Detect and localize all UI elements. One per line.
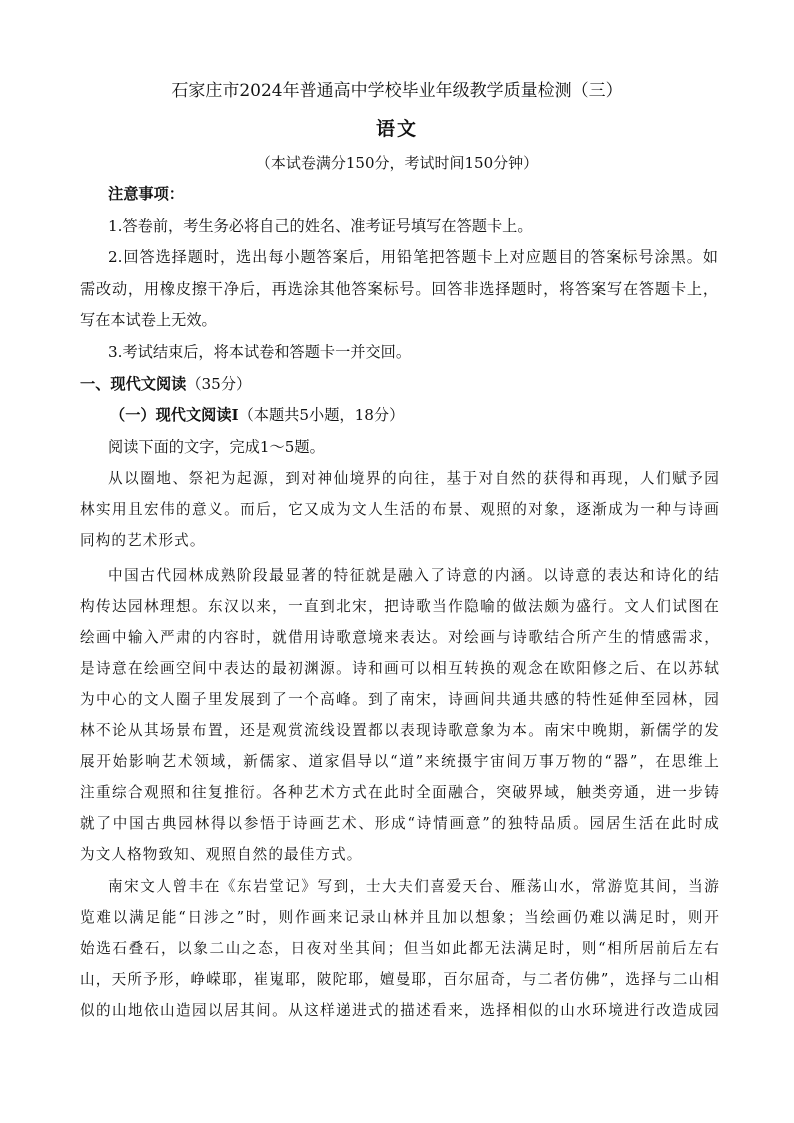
- passage-p2-line-8: 注重综合观照和往复推衍。各种艺术方式在此时全面融合，突破界域，触类旁通，进一步铸: [80, 784, 720, 801]
- notice-heading: 注意事项：: [108, 185, 184, 203]
- section-1-name: 一、现代文阅读: [80, 375, 187, 393]
- passage-p2-line-5: 为中心的文人圈子里发展到了一个高峰。到了南宋，诗画间共通共感的特性延伸至园林，园: [80, 691, 720, 708]
- passage-p1-line-2: 林实用且宏伟的意义。而后，它又成为文人生活的布景、观照的对象，逐渐成为一种与诗画: [80, 501, 720, 518]
- notice-item-2-line-1: 2.回答选择题时，选出每小题答案后，用铅笔把答题卡上对应题目的答案标号涂黑。如: [108, 248, 718, 266]
- notice-item-2-line-2: 需改动，用橡皮擦干净后，再选涂其他答案标号。回答非选择题时，将答案写在答题卡上，: [80, 280, 718, 298]
- passage-p3-line-4: 山，天所予形，峥嵘耶，崔嵬耶，陂陀耶，嬗曼耶，百尔屈奇，与二者仿佛”，选择与二山相: [80, 971, 720, 988]
- section-1-title: [80, 374, 720, 394]
- part-1-info: （本题共5小题，18分）: [238, 406, 405, 424]
- section-1-score: （35分）: [186, 375, 252, 393]
- passage-p3-line-1: 南宋文人曾丰在《东岩堂记》写到，士大夫们喜爱天台、雁荡山水，常游览其间，当游: [108, 878, 720, 895]
- passage-p3-line-5: 似的山地依山造园以居其间。从这样递进式的描述看来，选择相似的山水环境进行改造成园: [80, 1002, 720, 1019]
- exam-title: 石家庄市2024年普通高中学校毕业年级教学质量检测（三）: [171, 81, 623, 101]
- subject-title: 语文: [375, 118, 418, 140]
- notice-item-3: 3.考试结束后，将本试卷和答题卡一并交回。: [108, 343, 412, 361]
- passage-p2-line-9: 就了中国古典园林得以参悟于诗画艺术、形成“诗情画意”的独特品质。园居生活在此时成: [80, 815, 720, 832]
- notice-item-1: 1.答卷前，考生务必将自己的姓名、准考证号填写在答题卡上。: [108, 217, 533, 235]
- passage-p2-line-3: 绘画中输入严肃的内容时，就借用诗歌意境来表达。对绘画与诗歌结合所产生的情感需求，: [80, 629, 720, 646]
- exam-info: （本试卷满分150分，考试时间150分钟）: [255, 154, 539, 172]
- passage-p2-line-10: 为文人格物致知、观照自然的最佳方式。: [80, 846, 363, 863]
- passage-p2-line-4: 是诗意在绘画空间中表达的最初渊源。诗和画可以相互转换的观念在欧阳修之后、在以苏轼: [80, 660, 720, 677]
- passage-p2-line-6: 林不论从其场景布置，还是观赏流线设置都以表现诗歌意象为本。南宋中晚期，新儒学的发: [80, 722, 720, 739]
- passage-p2-line-1: 中国古代园林成熟阶段最显著的特征就是融入了诗意的内涵。以诗意的表达和诗化的结: [108, 567, 720, 584]
- part-1-name: （一）现代文阅读Ⅰ: [110, 406, 239, 424]
- passage-p1-line-1: 从以圈地、祭祀为起源，到对神仙境界的向往，基于对自然的获得和再现，人们赋予园: [108, 470, 720, 487]
- passage-p2-line-2: 构传达园林理想。东汉以来，一直到北宋，把诗歌当作隐喻的做法颇为盛行。文人们试图在: [80, 598, 720, 615]
- passage-p3-line-3: 始选石叠石，以象二山之态，日夜对坐其间；但当如此都无法满足时，则“相所居前后左右: [80, 940, 720, 957]
- reading-instruction: 阅读下面的文字，完成1～5题。: [108, 438, 325, 456]
- part-1-title: [110, 405, 750, 425]
- notice-item-2-line-3: 写在本试卷上无效。: [80, 311, 217, 329]
- passage-p1-line-3: 同构的艺术形式。: [80, 532, 206, 549]
- passage-p2-line-7: 展开始影响艺术领域，新儒家、道家倡导以“道”来统摄宇宙间万事万物的“器”，在思维上: [80, 753, 720, 770]
- passage-p3-line-2: 览难以满足能“日涉之”时，则作画来记录山林并且加以想象；当绘画仍难以满足时，则开: [80, 909, 720, 926]
